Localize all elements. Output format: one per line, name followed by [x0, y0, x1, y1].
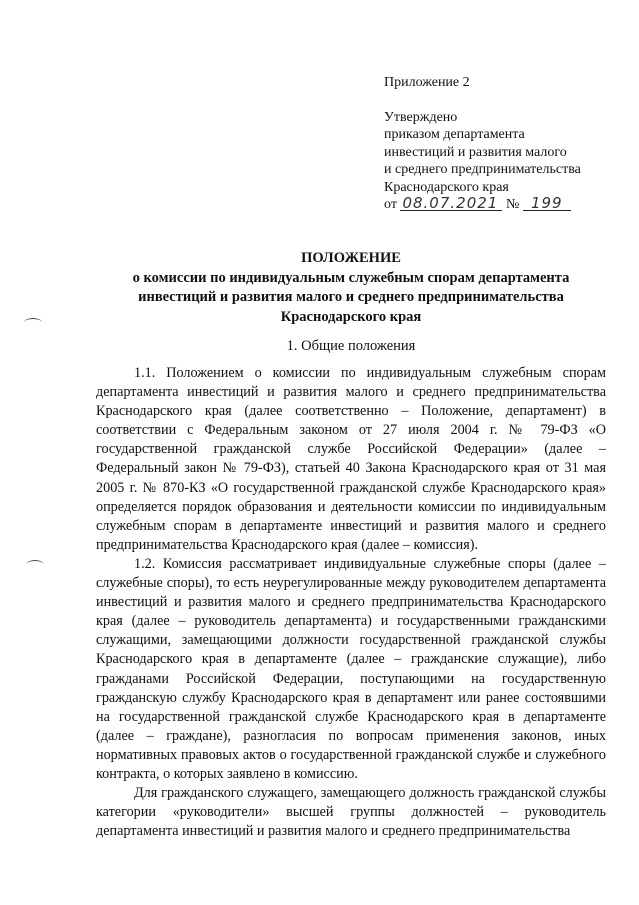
document-title — [96, 249, 606, 327]
date-prefix: от — [384, 197, 397, 212]
approved-line: приказом департамента — [384, 127, 525, 142]
scan-mark — [24, 318, 42, 327]
appendix-label: Приложение 2 — [384, 75, 470, 90]
handwritten-date: 08.07.2021 — [400, 196, 502, 211]
section-heading: 1. Общие положения — [286, 338, 416, 354]
approved-line: Утверждено — [384, 109, 458, 125]
order-date-number — [384, 196, 624, 214]
section-body — [96, 364, 606, 841]
number-label: № — [505, 197, 520, 212]
paragraph: 1.1. Положением о комиссии по индивидуальным служебным спорам департамента инвестиций и развития малого и среднего предпринимательства Краснодарского края (далее соответственно – Положение, департамент) в соответствии с Федеральным законом от 27 июля 2004 г. № 79-ФЗ «О государственной гражданской службе Российской Федерации» (далее – Федеральный закон № 79-ФЗ), статьей 40 Закона Краснодарского края от 31 мая 2005 г. № 870-КЗ «О государственной гражданской службе Краснодарского края» определяется порядок образования и деятельности комиссии по индивидуальным служебным спорам в департаменте инвестиций и развития малого и среднего предпринимательства Краснодарского края (далее – комиссия). — [96, 365, 606, 553]
title-subtitle-line: Краснодарского края — [280, 308, 422, 325]
appendix-block — [384, 74, 624, 214]
approved-line: и среднего предпринимательства — [384, 162, 581, 177]
paragraph: Для гражданского служащего, замещающего должность гражданской службы категории «руководители» высшей группы должностей – руководитель департамента инвестиций и развития малого и среднего предпринимательства — [96, 785, 606, 840]
paragraph: 1.2. Комиссия рассматривает индивидуальные служебные споры (далее – служебные споры), то есть неурегулированные между руководителем департамента инвестиций и развития малого и среднего предпринимательства Краснодарского края (далее – руководитель департамента) и государственными гражданскими служащими, замещающими должности государственной гражданской службы Краснодарского края в департаменте (далее – гражданские служащие), либо гражданами Российской Федерации, поступающими на государственную гражданскую службу Краснодарского края в департамент или ранее состоявшими на государственной гражданской службе Краснодарского края в департаменте (далее – граждане), разногласия по вопросам применения законов, иных нормативных правовых актов о государственной гражданской службе и служебного контракта, о которых заявлено в комиссию. — [96, 555, 606, 782]
title-subtitle-line: инвестиций и развития малого и среднего предпринимательства — [138, 289, 564, 305]
title-heading: ПОЛОЖЕНИЕ — [301, 250, 401, 266]
handwritten-number: 199 — [523, 196, 571, 211]
scan-mark — [26, 560, 44, 569]
approved-line: инвестиций и развития малого — [384, 144, 567, 160]
approved-line: Краснодарского края — [384, 179, 509, 195]
title-subtitle-line: о комиссии по индивидуальным служебным спорам департамента — [132, 269, 570, 286]
